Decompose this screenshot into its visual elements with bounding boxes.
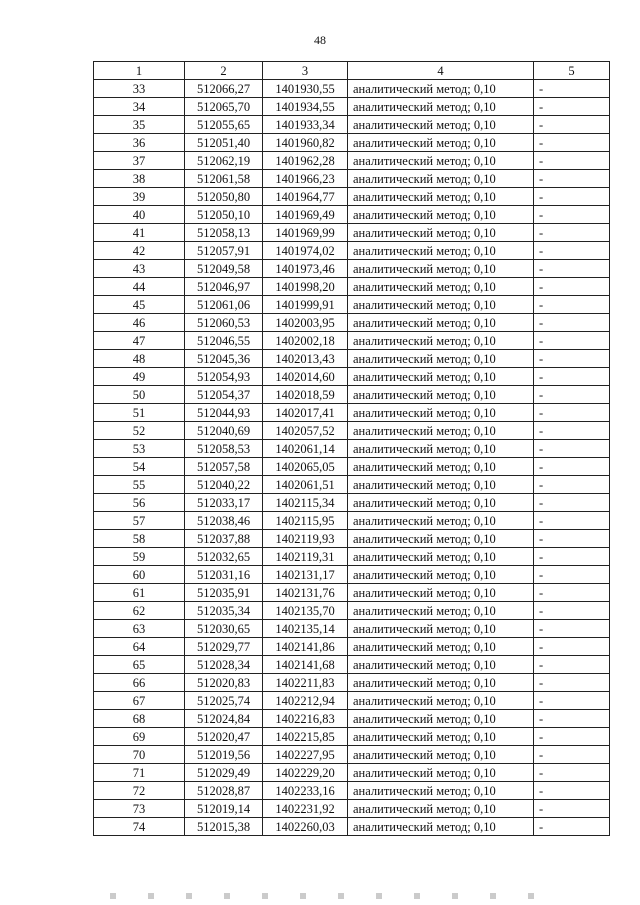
point-number-cell: 40: [94, 206, 185, 224]
point-number-cell: 46: [94, 314, 185, 332]
note-cell: -: [534, 188, 610, 206]
point-number-cell: 64: [94, 638, 185, 656]
table-row: [94, 404, 610, 422]
method-accuracy-cell: аналитический метод; 0,10: [348, 530, 534, 548]
page-number: 48: [314, 33, 326, 47]
note-cell: -: [534, 80, 610, 98]
x-coordinate-cell: 512035,91: [185, 584, 263, 602]
note-cell: -: [534, 674, 610, 692]
note-cell: -: [534, 710, 610, 728]
x-coordinate-cell: 512037,88: [185, 530, 263, 548]
table-row: [94, 80, 610, 98]
x-coordinate-cell: 512058,53: [185, 440, 263, 458]
x-coordinate-cell: 512050,80: [185, 188, 263, 206]
point-number-cell: 52: [94, 422, 185, 440]
note-cell: -: [534, 386, 610, 404]
method-accuracy-cell: аналитический метод; 0,10: [348, 332, 534, 350]
y-coordinate-cell: 1402061,14: [263, 440, 348, 458]
y-coordinate-cell: 1402141,68: [263, 656, 348, 674]
note-cell: -: [534, 134, 610, 152]
note-cell: -: [534, 656, 610, 674]
method-accuracy-cell: аналитический метод; 0,10: [348, 602, 534, 620]
table-row: [94, 386, 610, 404]
method-accuracy-cell: аналитический метод; 0,10: [348, 620, 534, 638]
point-number-cell: 48: [94, 350, 185, 368]
y-coordinate-cell: 1402115,34: [263, 494, 348, 512]
x-coordinate-cell: 512015,38: [185, 818, 263, 836]
method-accuracy-cell: аналитический метод; 0,10: [348, 80, 534, 98]
method-accuracy-cell: аналитический метод; 0,10: [348, 368, 534, 386]
x-coordinate-cell: 512046,97: [185, 278, 263, 296]
coordinates-table: [93, 61, 610, 836]
x-coordinate-cell: 512054,37: [185, 386, 263, 404]
table-row: [94, 530, 610, 548]
table-row: [94, 188, 610, 206]
y-coordinate-cell: 1402215,85: [263, 728, 348, 746]
method-accuracy-cell: аналитический метод; 0,10: [348, 800, 534, 818]
point-number-cell: 51: [94, 404, 185, 422]
method-accuracy-cell: аналитический метод; 0,10: [348, 764, 534, 782]
method-accuracy-cell: аналитический метод; 0,10: [348, 206, 534, 224]
table-row: [94, 260, 610, 278]
x-coordinate-cell: 512030,65: [185, 620, 263, 638]
note-cell: -: [534, 170, 610, 188]
y-coordinate-cell: 1402231,92: [263, 800, 348, 818]
point-number-cell: 54: [94, 458, 185, 476]
table-row: [94, 350, 610, 368]
table-header-row: [94, 62, 610, 80]
method-accuracy-cell: аналитический метод; 0,10: [348, 584, 534, 602]
table-row: [94, 368, 610, 386]
x-coordinate-cell: 512038,46: [185, 512, 263, 530]
table-row: [94, 638, 610, 656]
y-coordinate-cell: 1402131,17: [263, 566, 348, 584]
point-number-cell: 41: [94, 224, 185, 242]
note-cell: -: [534, 620, 610, 638]
note-cell: -: [534, 440, 610, 458]
table-row: [94, 152, 610, 170]
note-cell: -: [534, 476, 610, 494]
table-row: [94, 620, 610, 638]
method-accuracy-cell: аналитический метод; 0,10: [348, 818, 534, 836]
x-coordinate-cell: 512061,06: [185, 296, 263, 314]
point-number-cell: 45: [94, 296, 185, 314]
y-coordinate-cell: 1402119,31: [263, 548, 348, 566]
note-cell: -: [534, 368, 610, 386]
table-row: [94, 602, 610, 620]
method-accuracy-cell: аналитический метод; 0,10: [348, 728, 534, 746]
y-coordinate-cell: 1401964,77: [263, 188, 348, 206]
method-accuracy-cell: аналитический метод; 0,10: [348, 296, 534, 314]
y-coordinate-cell: 1402013,43: [263, 350, 348, 368]
method-accuracy-cell: аналитический метод; 0,10: [348, 116, 534, 134]
x-coordinate-cell: 512057,91: [185, 242, 263, 260]
x-coordinate-cell: 512045,36: [185, 350, 263, 368]
table-row: [94, 692, 610, 710]
point-number-cell: 67: [94, 692, 185, 710]
method-accuracy-cell: аналитический метод; 0,10: [348, 710, 534, 728]
y-coordinate-cell: 1402229,20: [263, 764, 348, 782]
point-number-cell: 37: [94, 152, 185, 170]
point-number-cell: 42: [94, 242, 185, 260]
x-coordinate-cell: 512055,65: [185, 116, 263, 134]
table-row: [94, 440, 610, 458]
x-coordinate-cell: 512066,27: [185, 80, 263, 98]
note-cell: -: [534, 584, 610, 602]
note-cell: -: [534, 602, 610, 620]
method-accuracy-cell: аналитический метод; 0,10: [348, 440, 534, 458]
table-row: [94, 584, 610, 602]
x-coordinate-cell: 512025,74: [185, 692, 263, 710]
x-coordinate-cell: 512065,70: [185, 98, 263, 116]
y-coordinate-cell: 1402135,14: [263, 620, 348, 638]
y-coordinate-cell: 1402057,52: [263, 422, 348, 440]
method-accuracy-cell: аналитический метод; 0,10: [348, 566, 534, 584]
x-coordinate-cell: 512035,34: [185, 602, 263, 620]
method-accuracy-cell: аналитический метод; 0,10: [348, 278, 534, 296]
point-number-cell: 73: [94, 800, 185, 818]
y-coordinate-cell: 1402003,95: [263, 314, 348, 332]
x-coordinate-cell: 512061,58: [185, 170, 263, 188]
note-cell: -: [534, 800, 610, 818]
x-coordinate-cell: 512028,34: [185, 656, 263, 674]
header-col-5: 5: [534, 62, 610, 80]
note-cell: -: [534, 404, 610, 422]
method-accuracy-cell: аналитический метод; 0,10: [348, 782, 534, 800]
x-coordinate-cell: 512057,58: [185, 458, 263, 476]
y-coordinate-cell: 1402141,86: [263, 638, 348, 656]
x-coordinate-cell: 512054,93: [185, 368, 263, 386]
point-number-cell: 55: [94, 476, 185, 494]
point-number-cell: 66: [94, 674, 185, 692]
method-accuracy-cell: аналитический метод; 0,10: [348, 242, 534, 260]
note-cell: -: [534, 782, 610, 800]
table-row: [94, 170, 610, 188]
x-coordinate-cell: 512058,13: [185, 224, 263, 242]
table-row: [94, 332, 610, 350]
table-row: [94, 224, 610, 242]
x-coordinate-cell: 512062,19: [185, 152, 263, 170]
y-coordinate-cell: 1401969,49: [263, 206, 348, 224]
note-cell: -: [534, 278, 610, 296]
y-coordinate-cell: 1401969,99: [263, 224, 348, 242]
point-number-cell: 36: [94, 134, 185, 152]
table-row: [94, 278, 610, 296]
point-number-cell: 33: [94, 80, 185, 98]
table-row: [94, 728, 610, 746]
table-row: [94, 566, 610, 584]
method-accuracy-cell: аналитический метод; 0,10: [348, 404, 534, 422]
y-coordinate-cell: 1401966,23: [263, 170, 348, 188]
y-coordinate-cell: 1402135,70: [263, 602, 348, 620]
note-cell: -: [534, 242, 610, 260]
point-number-cell: 60: [94, 566, 185, 584]
x-coordinate-cell: 512044,93: [185, 404, 263, 422]
method-accuracy-cell: аналитический метод; 0,10: [348, 314, 534, 332]
method-accuracy-cell: аналитический метод; 0,10: [348, 656, 534, 674]
note-cell: -: [534, 566, 610, 584]
point-number-cell: 57: [94, 512, 185, 530]
y-coordinate-cell: 1402017,41: [263, 404, 348, 422]
table-body: [94, 80, 610, 836]
y-coordinate-cell: 1402119,93: [263, 530, 348, 548]
note-cell: -: [534, 764, 610, 782]
x-coordinate-cell: 512032,65: [185, 548, 263, 566]
point-number-cell: 68: [94, 710, 185, 728]
y-coordinate-cell: 1401962,28: [263, 152, 348, 170]
point-number-cell: 44: [94, 278, 185, 296]
note-cell: -: [534, 332, 610, 350]
table-row: [94, 314, 610, 332]
header-col-2: 2: [185, 62, 263, 80]
note-cell: -: [534, 314, 610, 332]
note-cell: -: [534, 350, 610, 368]
note-cell: -: [534, 422, 610, 440]
table-row: [94, 422, 610, 440]
y-coordinate-cell: 1402233,16: [263, 782, 348, 800]
x-coordinate-cell: 512046,55: [185, 332, 263, 350]
x-coordinate-cell: 512029,49: [185, 764, 263, 782]
table-row: [94, 296, 610, 314]
x-coordinate-cell: 512028,87: [185, 782, 263, 800]
y-coordinate-cell: 1402227,95: [263, 746, 348, 764]
point-number-cell: 61: [94, 584, 185, 602]
x-coordinate-cell: 512024,84: [185, 710, 263, 728]
note-cell: -: [534, 638, 610, 656]
method-accuracy-cell: аналитический метод; 0,10: [348, 386, 534, 404]
note-cell: -: [534, 206, 610, 224]
point-number-cell: 70: [94, 746, 185, 764]
table-row: [94, 242, 610, 260]
y-coordinate-cell: 1401999,91: [263, 296, 348, 314]
y-coordinate-cell: 1401934,55: [263, 98, 348, 116]
point-number-cell: 53: [94, 440, 185, 458]
note-cell: -: [534, 746, 610, 764]
x-coordinate-cell: 512049,58: [185, 260, 263, 278]
method-accuracy-cell: аналитический метод; 0,10: [348, 350, 534, 368]
note-cell: -: [534, 458, 610, 476]
x-coordinate-cell: 512040,69: [185, 422, 263, 440]
method-accuracy-cell: аналитический метод; 0,10: [348, 638, 534, 656]
point-number-cell: 56: [94, 494, 185, 512]
y-coordinate-cell: 1402211,83: [263, 674, 348, 692]
table-row: [94, 134, 610, 152]
note-cell: -: [534, 818, 610, 836]
point-number-cell: 59: [94, 548, 185, 566]
x-coordinate-cell: 512029,77: [185, 638, 263, 656]
method-accuracy-cell: аналитический метод; 0,10: [348, 188, 534, 206]
method-accuracy-cell: аналитический метод; 0,10: [348, 260, 534, 278]
y-coordinate-cell: 1401998,20: [263, 278, 348, 296]
header-col-3: 3: [263, 62, 348, 80]
note-cell: -: [534, 548, 610, 566]
point-number-cell: 65: [94, 656, 185, 674]
point-number-cell: 39: [94, 188, 185, 206]
y-coordinate-cell: 1401960,82: [263, 134, 348, 152]
note-cell: -: [534, 224, 610, 242]
point-number-cell: 34: [94, 98, 185, 116]
method-accuracy-cell: аналитический метод; 0,10: [348, 746, 534, 764]
point-number-cell: 38: [94, 170, 185, 188]
y-coordinate-cell: 1402212,94: [263, 692, 348, 710]
table-row: [94, 656, 610, 674]
y-coordinate-cell: 1402061,51: [263, 476, 348, 494]
y-coordinate-cell: 1402065,05: [263, 458, 348, 476]
point-number-cell: 71: [94, 764, 185, 782]
method-accuracy-cell: аналитический метод; 0,10: [348, 512, 534, 530]
x-coordinate-cell: 512040,22: [185, 476, 263, 494]
table-row: [94, 206, 610, 224]
note-cell: -: [534, 152, 610, 170]
y-coordinate-cell: 1401974,02: [263, 242, 348, 260]
method-accuracy-cell: аналитический метод; 0,10: [348, 458, 534, 476]
y-coordinate-cell: 1401973,46: [263, 260, 348, 278]
note-cell: -: [534, 296, 610, 314]
table-row: [94, 476, 610, 494]
x-coordinate-cell: 512019,56: [185, 746, 263, 764]
note-cell: -: [534, 692, 610, 710]
note-cell: -: [534, 530, 610, 548]
point-number-cell: 47: [94, 332, 185, 350]
x-coordinate-cell: 512019,14: [185, 800, 263, 818]
table-row: [94, 98, 610, 116]
y-coordinate-cell: 1402115,95: [263, 512, 348, 530]
x-coordinate-cell: 512020,47: [185, 728, 263, 746]
method-accuracy-cell: аналитический метод; 0,10: [348, 548, 534, 566]
table-row: [94, 782, 610, 800]
scan-artifact-marks: [110, 893, 560, 899]
note-cell: -: [534, 728, 610, 746]
note-cell: -: [534, 494, 610, 512]
y-coordinate-cell: 1402216,83: [263, 710, 348, 728]
y-coordinate-cell: 1402002,18: [263, 332, 348, 350]
x-coordinate-cell: 512051,40: [185, 134, 263, 152]
method-accuracy-cell: аналитический метод; 0,10: [348, 134, 534, 152]
y-coordinate-cell: 1402018,59: [263, 386, 348, 404]
method-accuracy-cell: аналитический метод; 0,10: [348, 692, 534, 710]
table-row: [94, 458, 610, 476]
x-coordinate-cell: 512020,83: [185, 674, 263, 692]
table-row: [94, 800, 610, 818]
method-accuracy-cell: аналитический метод; 0,10: [348, 98, 534, 116]
table-row: [94, 746, 610, 764]
note-cell: -: [534, 260, 610, 278]
y-coordinate-cell: 1401933,34: [263, 116, 348, 134]
point-number-cell: 69: [94, 728, 185, 746]
point-number-cell: 63: [94, 620, 185, 638]
point-number-cell: 72: [94, 782, 185, 800]
point-number-cell: 58: [94, 530, 185, 548]
x-coordinate-cell: 512031,16: [185, 566, 263, 584]
point-number-cell: 35: [94, 116, 185, 134]
x-coordinate-cell: 512060,53: [185, 314, 263, 332]
table-row: [94, 764, 610, 782]
method-accuracy-cell: аналитический метод; 0,10: [348, 152, 534, 170]
method-accuracy-cell: аналитический метод; 0,10: [348, 224, 534, 242]
table-row: [94, 818, 610, 836]
table-row: [94, 674, 610, 692]
y-coordinate-cell: 1402260,03: [263, 818, 348, 836]
table-row: [94, 116, 610, 134]
point-number-cell: 74: [94, 818, 185, 836]
y-coordinate-cell: 1402014,60: [263, 368, 348, 386]
table-row: [94, 512, 610, 530]
table-row: [94, 710, 610, 728]
note-cell: -: [534, 512, 610, 530]
x-coordinate-cell: 512033,17: [185, 494, 263, 512]
table-row: [94, 494, 610, 512]
point-number-cell: 43: [94, 260, 185, 278]
header-col-4: 4: [348, 62, 534, 80]
x-coordinate-cell: 512050,10: [185, 206, 263, 224]
table-row: [94, 548, 610, 566]
note-cell: -: [534, 116, 610, 134]
point-number-cell: 49: [94, 368, 185, 386]
point-number-cell: 62: [94, 602, 185, 620]
header-col-1: 1: [94, 62, 185, 80]
method-accuracy-cell: аналитический метод; 0,10: [348, 422, 534, 440]
y-coordinate-cell: 1402131,76: [263, 584, 348, 602]
point-number-cell: 50: [94, 386, 185, 404]
y-coordinate-cell: 1401930,55: [263, 80, 348, 98]
note-cell: -: [534, 98, 610, 116]
method-accuracy-cell: аналитический метод; 0,10: [348, 476, 534, 494]
method-accuracy-cell: аналитический метод; 0,10: [348, 494, 534, 512]
method-accuracy-cell: аналитический метод; 0,10: [348, 170, 534, 188]
method-accuracy-cell: аналитический метод; 0,10: [348, 674, 534, 692]
